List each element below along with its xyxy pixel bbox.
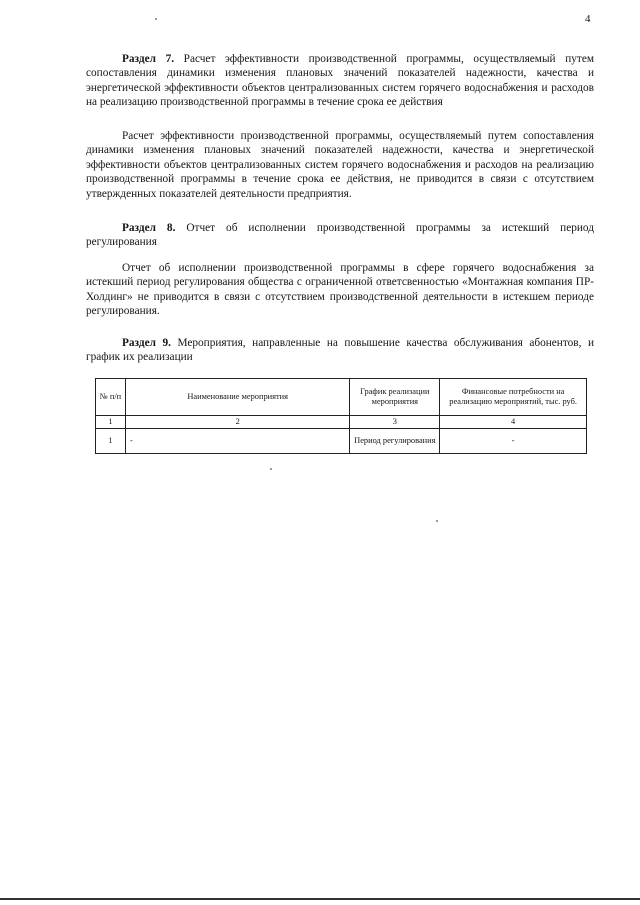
header-name: Наименование мероприятия xyxy=(125,379,349,416)
section-7-title: Расчет эффективности производственной программы, осуществляемый путем сопоставления динамики изменения плановых значений показателей надежности, качества и энергетической эффективности объектов централизованных систем горячего водоснабжения и расходов на реализацию производственной программы в течение срока ее действия xyxy=(86,53,594,109)
scan-speck xyxy=(270,468,272,470)
scan-speck xyxy=(155,18,157,20)
section-7-text: Расчет эффективности производственной программы, осуществляемый путем сопоставления динамики изменения плановых значений показателей надежности, качества и энергетической эффективности объектов централизованных систем горячего водоснабжения и расходов на реализацию производственной программы в течение срока ее действия, не приводится в связи с отсутствием утвержденных показателей деятельности предприятия. xyxy=(86,130,594,200)
table-column-numbers-row xyxy=(96,416,587,429)
section-8-body xyxy=(86,261,594,319)
header-num: № п/п xyxy=(96,379,126,416)
events-table xyxy=(95,378,587,454)
scan-speck xyxy=(436,520,438,522)
col-number: 1 xyxy=(96,416,126,429)
col-number: 3 xyxy=(350,416,440,429)
section-8-heading xyxy=(86,221,594,250)
section-7-heading xyxy=(86,52,594,110)
col-number: 2 xyxy=(125,416,349,429)
section-9-label: Раздел 9. xyxy=(122,337,171,349)
row-num: 1 xyxy=(96,429,126,454)
col-number: 4 xyxy=(440,416,587,429)
header-schedule: График реализации мероприятия xyxy=(350,379,440,416)
section-8-label: Раздел 8. xyxy=(122,222,176,234)
section-7-body xyxy=(86,129,594,201)
header-finance: Финансовые потребности на реализацию мероприятий, тыс. руб. xyxy=(440,379,587,416)
section-8-text: Отчет об исполнении производственной программы в сфере горячего водоснабжения за истекший период регулирования общества с ограниченной ответсвенностью «Монтажная компания ПР-Холдинг» не приводится в связи с отсутствием производственной деятельности в истекшем периоде регулирования. xyxy=(86,262,594,318)
row-name: - xyxy=(125,429,349,454)
section-8-title: Отчет об исполнении производственной программы за истекший период регулирования xyxy=(86,222,594,249)
section-9-heading xyxy=(86,336,594,365)
table-header-row xyxy=(96,379,587,416)
section-9-title: Мероприятия, направленные на повышение качества обслуживания абонентов, и график их реализации xyxy=(86,337,594,364)
row-finance: - xyxy=(440,429,587,454)
row-schedule: Период регулирования xyxy=(350,429,440,454)
table-row xyxy=(96,429,587,454)
scan-edge-line xyxy=(0,898,640,900)
page-number: 4 xyxy=(585,13,591,25)
section-7-label: Раздел 7. xyxy=(122,53,175,65)
